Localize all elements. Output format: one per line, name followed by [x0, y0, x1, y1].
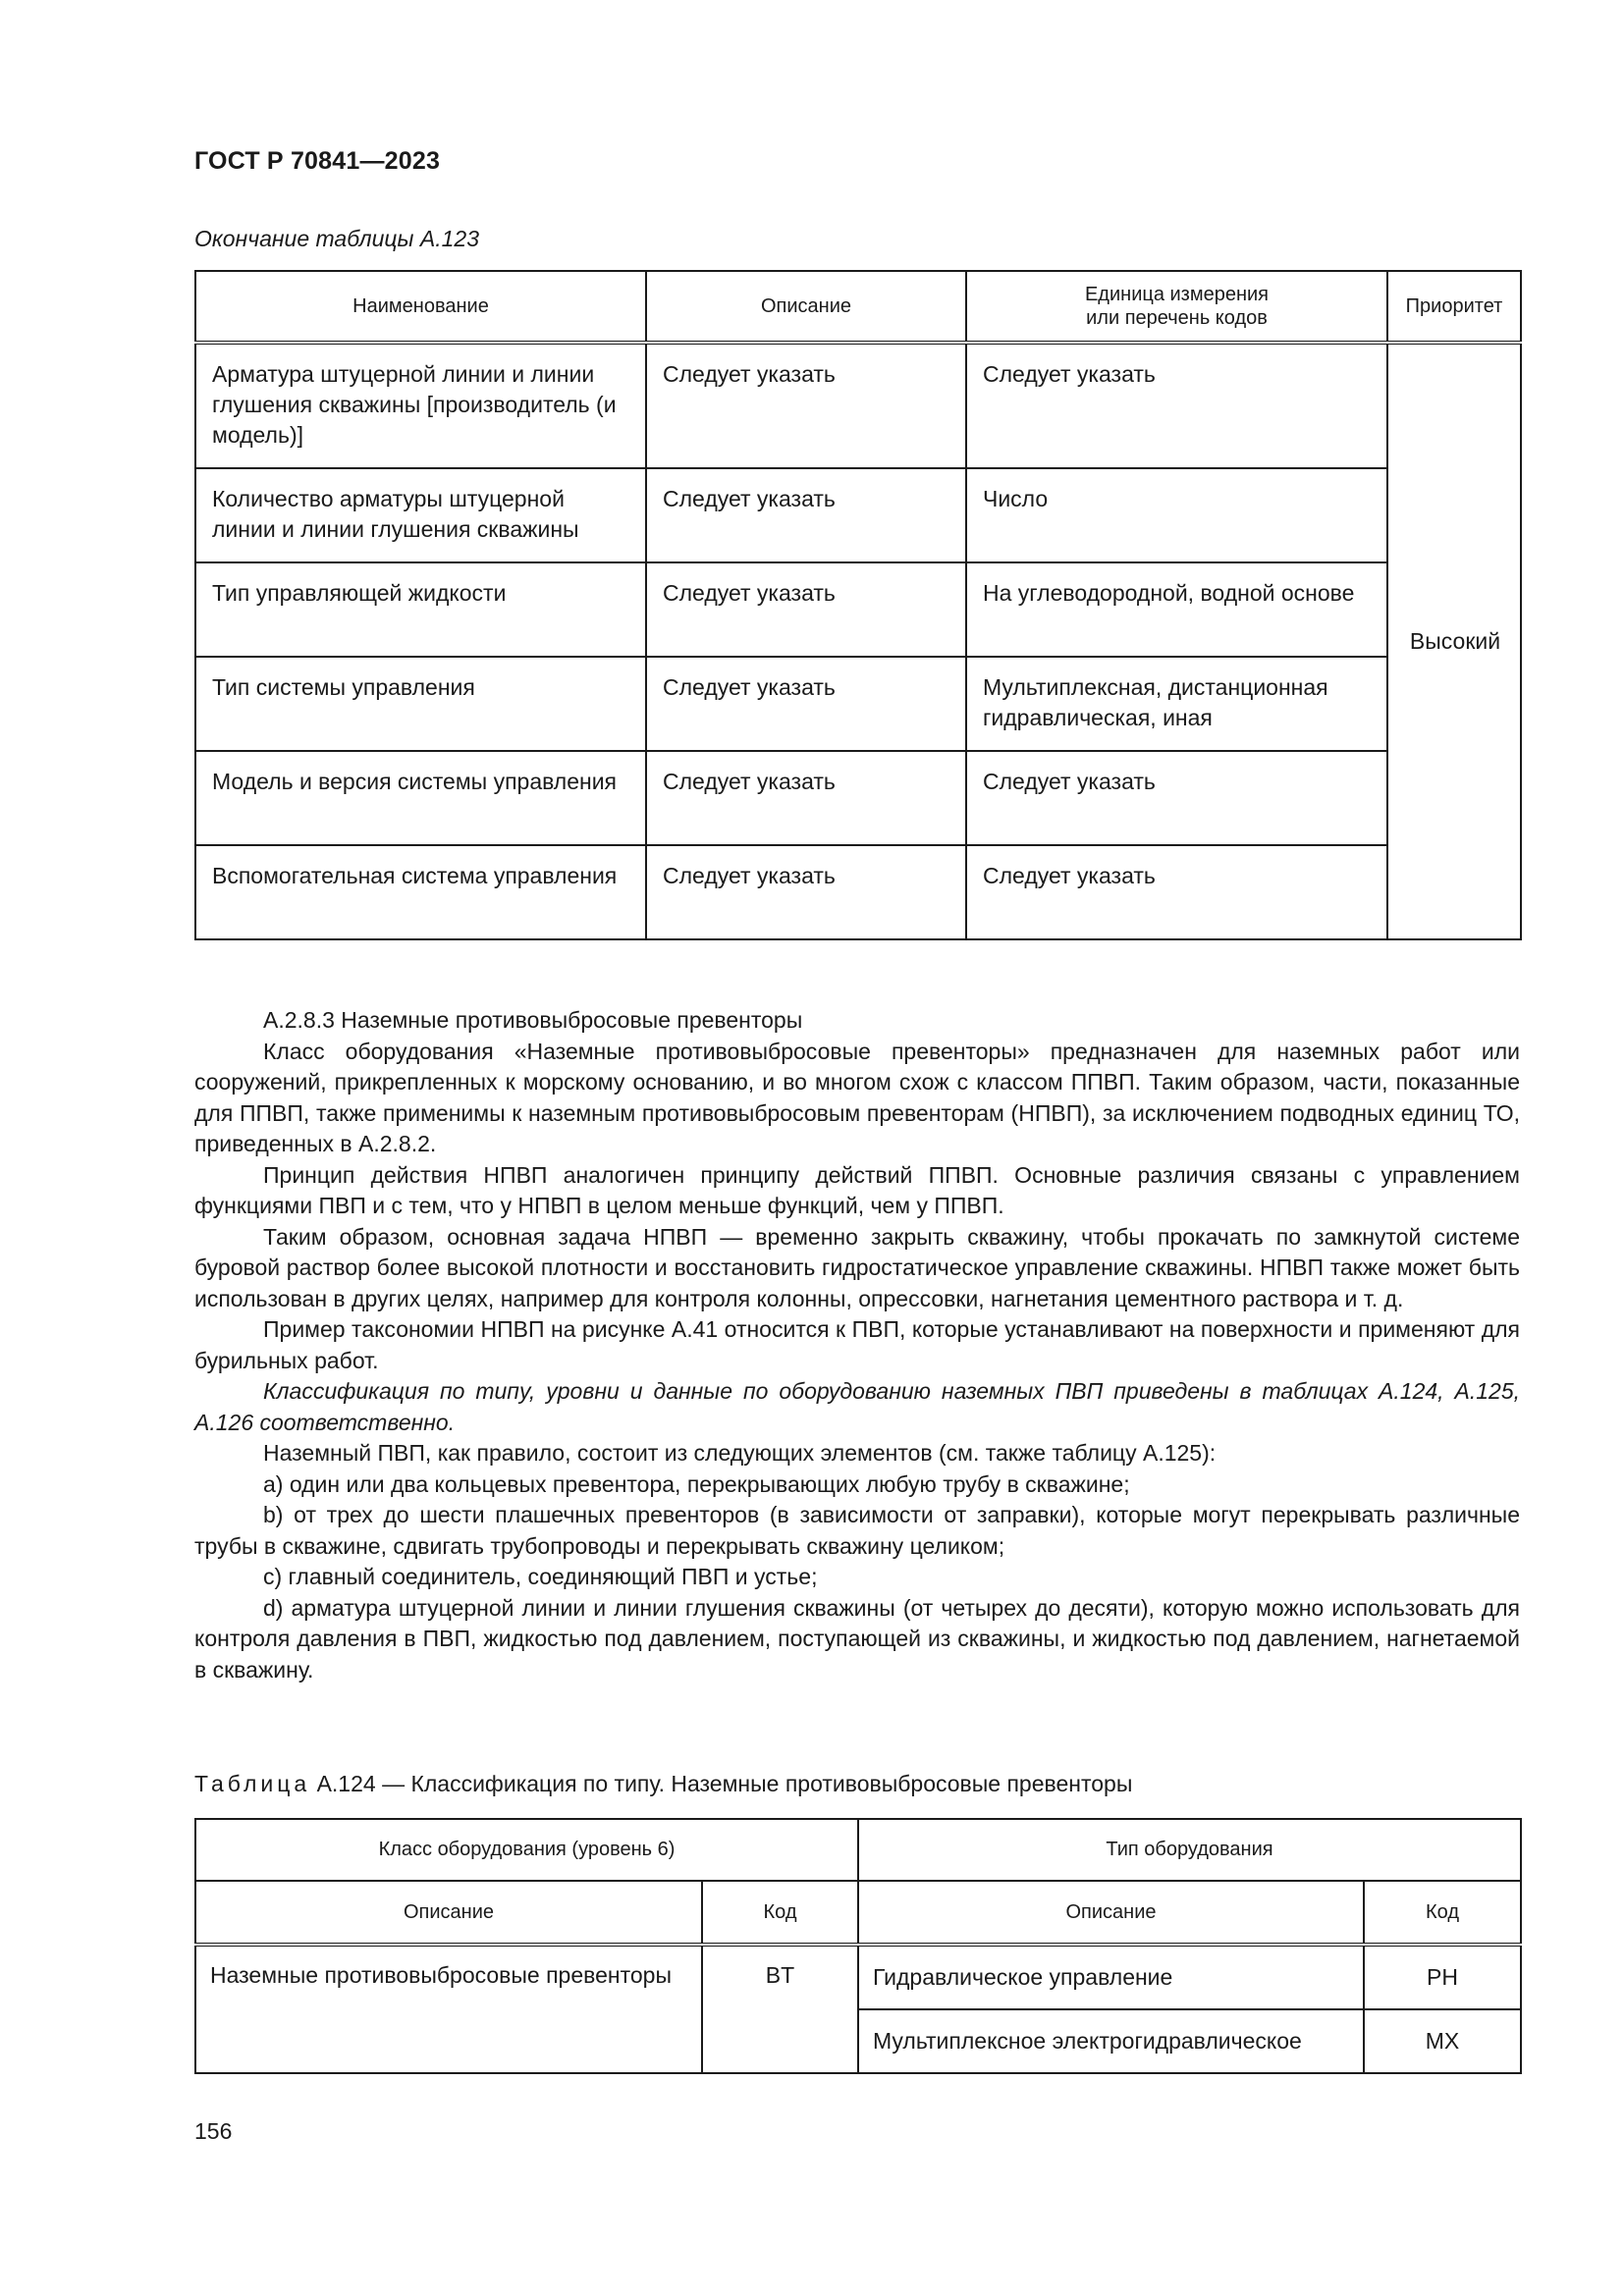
paragraph: Таким образом, основная задача НПВП — временно закрыть скважину, чтобы прокачать по замкнутой системе буровой раствор более высокой плотности и восстановить гидростатическое управление скважины. НПВП также может быть использован в других целях, например для контроля колонны, опрессовки, нагнетания цементного раствора и т. д.	[194, 1223, 1520, 1311]
cell-description: Следует указать	[646, 657, 966, 751]
table-title-text: А.124 — Классификация по типу. Наземные противовыбросовые превенторы	[316, 1771, 1133, 1796]
column-header-unit	[966, 271, 1387, 343]
group-header-type: Тип оборудования	[858, 1819, 1521, 1881]
paragraph: Пример таксономии НПВП на рисунке А.41 относится к ПВП, которые устанавливают на поверхности и применяют для бурильных работ.	[194, 1316, 1520, 1373]
cell-name: Вспомогательная система управления	[195, 845, 646, 939]
cell-type-description: Гидравлическое управление	[858, 1945, 1364, 2009]
table-header-row	[195, 271, 1521, 343]
sub-header-class-description: Описание	[195, 1881, 702, 1945]
sub-header-type-code: Код	[1364, 1881, 1521, 1945]
cell-class-description: Наземные противовыбросовые превенторы	[195, 1945, 702, 2073]
table-continuation-caption: Окончание таблицы А.123	[194, 226, 479, 251]
table-row	[195, 845, 1521, 939]
column-header-unit-line2: или перечень кодов	[1086, 307, 1268, 329]
table-a123	[194, 270, 1522, 940]
cell-name: Тип управляющей жидкости	[195, 562, 646, 657]
table-row	[195, 1945, 1521, 2009]
document-code: ГОСТ Р 70841—2023	[194, 147, 441, 175]
page-number: 156	[194, 2118, 233, 2144]
sub-header-type-description: Описание	[858, 1881, 1364, 1945]
cell-description: Следует указать	[646, 845, 966, 939]
list-intro: Наземный ПВП, как правило, состоит из следующих элементов (см. также таблицу А.125):	[263, 1440, 1217, 1466]
list-item: b) от трех до шести плашечных превенторов (в зависимости от заправки), которые могут перекрывать различные трубы в скважине, сдвигать трубопроводы и перекрывать скважину целиком;	[194, 1502, 1520, 1559]
list-item: a) один или два кольцевых превентора, перекрывающих любую трубу в скважине;	[263, 1470, 1130, 1497]
sub-header-class-code: Код	[702, 1881, 858, 1945]
table-row	[195, 468, 1521, 562]
paragraph: Принцип действия НПВП аналогичен принципу действий ППВП. Основные различия связаны с управлением функциями ПВП и с тем, что у НПВП в целом меньше функций, чем у ППВП.	[194, 1161, 1520, 1218]
list-item: c) главный соединитель, соединяющий ПВП и устье;	[263, 1564, 818, 1589]
cell-name: Тип системы управления	[195, 657, 646, 751]
column-header-description: Описание	[646, 271, 966, 343]
cell-unit: Следует указать	[966, 845, 1387, 939]
cell-type-code: PH	[1364, 1945, 1521, 2009]
cell-name: Модель и версия системы управления	[195, 751, 646, 845]
cell-unit: Следует указать	[966, 751, 1387, 845]
cell-name: Количество арматуры штуцерной линии и линии глушения скважины	[195, 468, 646, 562]
cell-priority: Высокий	[1387, 343, 1521, 939]
table-a124-title	[194, 1771, 1132, 1797]
list-item: d) арматура штуцерной линии и линии глушения скважины (от четырех до десяти), которую можно использовать для контроля давления в ПВП, жидкостью под давлением, поступающей из скважины, и жидкостью под давлением, нагнетаемой в скважину.	[194, 1594, 1520, 1682]
table-row	[195, 657, 1521, 751]
column-header-priority: Приоритет	[1387, 271, 1521, 343]
cell-description: Следует указать	[646, 343, 966, 468]
paragraph: Класс оборудования «Наземные противовыбросовые превенторы» предназначен для наземных работ или сооружений, прикрепленных к морскому основанию, и во многом схож с классом ППВП. Таким образом, части, показанные для ППВП, также применимы к наземным противовыбросовым превенторам (НПВП), за исключением подводных единиц ТО, приведенных в А.2.8.2.	[194, 1038, 1520, 1156]
cell-unit: Число	[966, 468, 1387, 562]
cell-description: Следует указать	[646, 751, 966, 845]
column-header-unit-line1: Единица измерения	[1084, 284, 1270, 305]
table-row	[195, 751, 1521, 845]
table-row	[195, 343, 1521, 468]
cell-name: Арматура штуцерной линии и линии глушения скважины [производитель (и модель)]	[195, 343, 646, 468]
paragraph-italic: Классификация по типу, уровни и данные по оборудованию наземных ПВП приведены в таблицах А.124, А.125, А.126 соответственно.	[194, 1378, 1520, 1435]
cell-type-description: Мультиплексное электрогидравлическое	[858, 2009, 1364, 2073]
group-header-class: Класс оборудования (уровень 6)	[195, 1819, 858, 1881]
table-row	[195, 562, 1521, 657]
table-group-header-row	[195, 1819, 1521, 1881]
section-a283-body	[194, 1005, 1520, 1685]
cell-unit: Следует указать	[966, 343, 1387, 468]
cell-class-code: BT	[702, 1945, 858, 2073]
cell-unit: Мультиплексная, дистанционная гидравлическая, иная	[966, 657, 1387, 751]
cell-description: Следует указать	[646, 562, 966, 657]
cell-type-code: MX	[1364, 2009, 1521, 2073]
table-label: Таблица	[194, 1771, 311, 1796]
cell-unit: На углеводородной, водной основе	[966, 562, 1387, 657]
table-a124	[194, 1818, 1522, 2074]
cell-description: Следует указать	[646, 468, 966, 562]
section-title: А.2.8.3 Наземные противовыбросовые превенторы	[263, 1007, 803, 1033]
column-header-name: Наименование	[195, 271, 646, 343]
table-sub-header-row	[195, 1881, 1521, 1945]
